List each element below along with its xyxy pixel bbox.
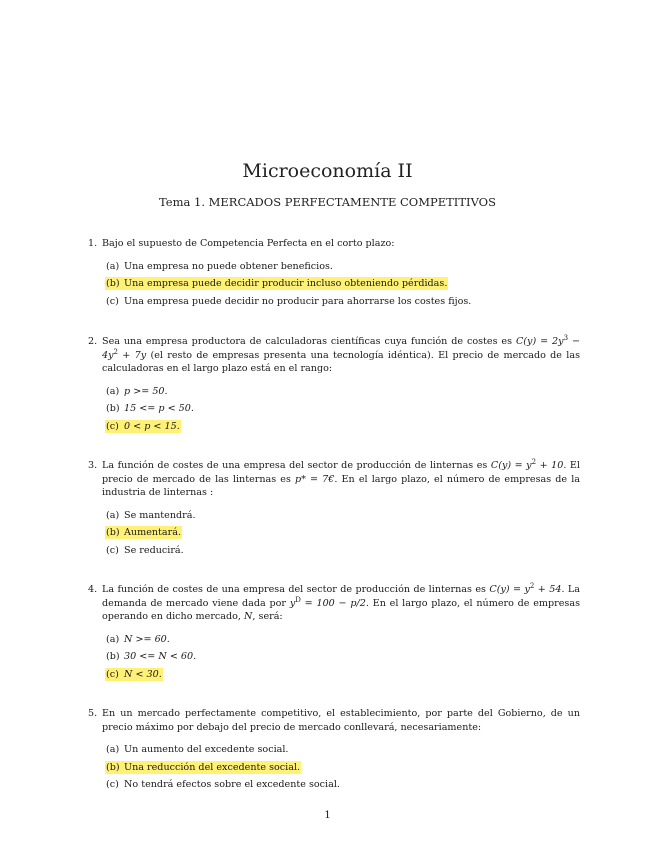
page-subtitle: Tema 1. MERCADOS PERFECTAMENTE COMPETITIVOS [159, 195, 496, 209]
page-number: 1 [324, 810, 331, 821]
option-b-highlighted: (b) Una empresa puede decidir producir incluso obteniendo pérdidas. [106, 278, 448, 289]
option-c-highlighted: (c) 0 < p < 15. [106, 420, 180, 432]
question-number: 4. [88, 584, 98, 595]
question-number: 1. [88, 238, 98, 249]
option-b: (b) 30 <= N < 60. [106, 651, 197, 662]
question-number: 2. [88, 336, 98, 347]
question-stem: La función de costes de una empresa del sector de producción de linternas es $C(y) = y^2 + 54$. La demanda de mercado viene dada por $y^D = 100 - p/2$. En el largo plazo, el número de empresas operando en dicho mercado, N, será: [102, 581, 580, 622]
options-list [105, 258, 580, 311]
option-c: (c) Se reducirá. [106, 544, 184, 556]
question-2 [88, 335, 580, 435]
page-title: Microeconomía II [242, 160, 413, 182]
option-a: (a) p >= 50. [106, 385, 168, 397]
option-b: (b) 15 <= p < 50. [106, 403, 194, 414]
question-5 [88, 707, 580, 794]
option-c: (c) Una empresa puede decidir no producir para ahorrarse los costes fijos. [106, 295, 472, 307]
question-stem: Bajo el supuesto de Competencia Perfecta en el corto plazo: [102, 238, 395, 249]
question-4 [88, 583, 580, 683]
question-number: 3. [88, 460, 98, 471]
question-stem: La función de costes de una empresa del sector de producción de linternas es $C(y) = y^2 + 10$. El precio de mercado de las linternas es p* = 7€. En el largo plazo, el número de empresas de la industria de linternas : [102, 457, 580, 498]
options-list [105, 741, 580, 794]
options-list [105, 631, 580, 684]
question-1 [88, 237, 580, 310]
question-stem: En un mercado perfectamente competitivo, el establecimiento, por parte del Gobierno, de un precio máximo por debajo del precio de mercado conllevará, necesariamente: [102, 708, 580, 733]
option-b-highlighted: (b) Una reducción del excedente social. [106, 761, 301, 773]
option-c: (c) No tendrá efectos sobre el excedente social. [106, 779, 340, 790]
option-a: (a) Se mantendrá. [106, 509, 196, 521]
question-3 [88, 459, 580, 559]
question-stem: Sea una empresa productora de calculadoras científicas cuya función de costes es $C(y) = 2y^3 - 4y^2 + 7y$ (el resto de empresas presenta una tecnología idéntica). El precio de mercado de las calculadoras en el largo plazo está en el rango: [102, 333, 580, 374]
option-c-highlighted: (c) N < 30. [106, 668, 162, 680]
option-a: (a) Un aumento del excedente social. [106, 744, 289, 755]
options-list [105, 383, 580, 436]
option-b-highlighted: (b) Aumentará. [106, 527, 181, 538]
option-a: (a) N >= 60. [106, 633, 170, 645]
option-a: (a) Una empresa no puede obtener beneficios. [106, 260, 333, 272]
question-number: 5. [88, 708, 98, 719]
options-list [105, 507, 580, 560]
